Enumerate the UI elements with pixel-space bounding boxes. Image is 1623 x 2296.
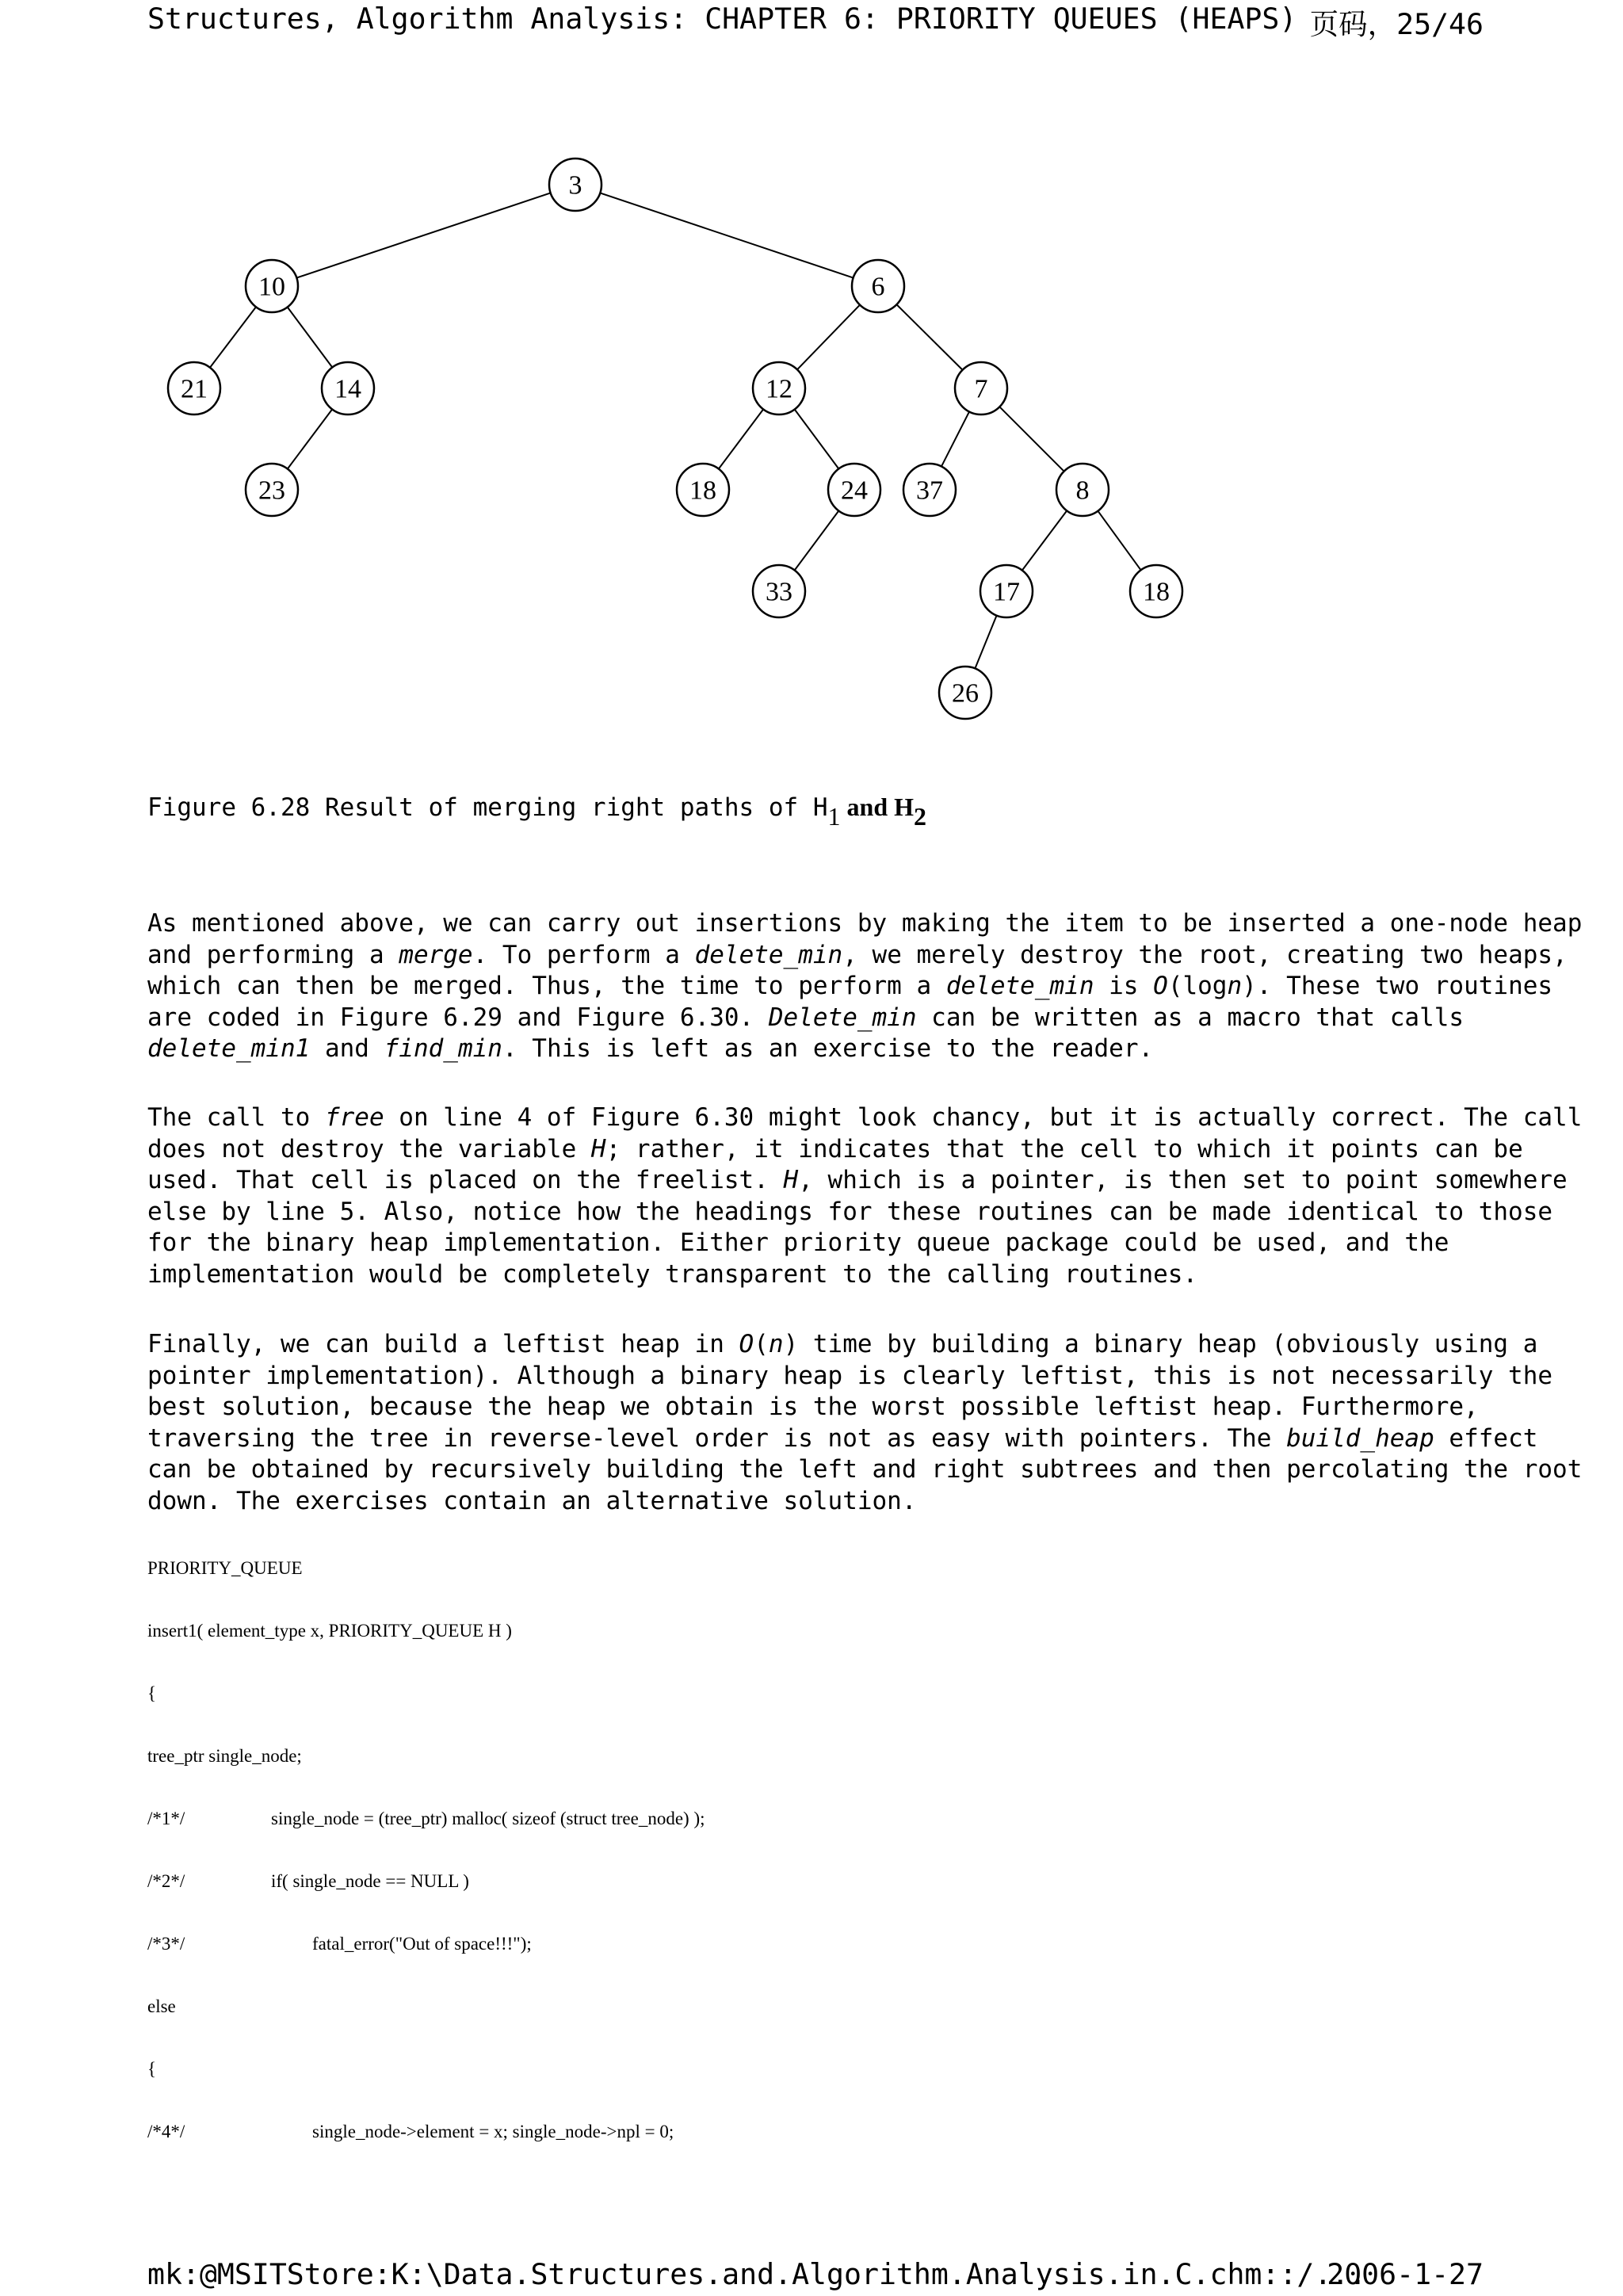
node-label: 37 — [916, 476, 943, 506]
text-run: Finally, we can build a leftist heap in — [147, 1330, 739, 1358]
text-run: can be obtained by recursively building the left and right subtrees and then percolating the root — [147, 1455, 1583, 1484]
tree-edge — [896, 304, 962, 370]
tree-node — [852, 260, 904, 312]
italic-term: H — [783, 1166, 799, 1195]
text-run: (log — [1167, 972, 1228, 1001]
italic-term: O — [1153, 972, 1168, 1001]
tree-node — [246, 260, 298, 312]
text-line — [147, 1329, 1538, 1361]
text-line — [147, 1423, 1538, 1455]
tree-node — [1130, 565, 1182, 617]
node-label: 24 — [841, 476, 868, 506]
node-label: 23 — [258, 476, 285, 506]
text-line — [147, 1259, 1495, 1291]
node-label: 18 — [1143, 577, 1170, 607]
text-run: traversing the tree in reverse-level order is not as easy with pointers. The — [147, 1423, 1287, 1453]
text-run: are coded in Figure 6.29 and Figure 6.30. — [147, 1003, 769, 1032]
tree-node — [168, 362, 220, 415]
node-label: 21 — [181, 374, 208, 404]
italic-term: delete_min — [694, 940, 843, 969]
text-run: on line 4 of Figure 6.30 might look chancy, but it is actually correct. The call — [384, 1103, 1583, 1132]
tree-nodes — [168, 159, 1182, 719]
code-text: fatal_error("Out of space!!!"); — [312, 1934, 532, 1954]
heap-tree-figure — [0, 0, 1623, 761]
text-run: can be written as a macro that calls — [916, 1003, 1465, 1032]
tree-edge — [795, 409, 839, 468]
italic-term: free — [324, 1103, 384, 1132]
text-line — [147, 1392, 1495, 1423]
tree-node — [939, 667, 991, 719]
italic-term: find_min — [384, 1034, 502, 1064]
tree-edge — [975, 616, 996, 669]
code-line — [147, 2059, 156, 2080]
text-line — [147, 1197, 1553, 1228]
node-label: 33 — [766, 577, 792, 607]
code-line — [147, 1746, 302, 1767]
code-text: { — [147, 2059, 157, 2079]
text-run: used. That cell is placed on the freelist. — [147, 1166, 784, 1195]
text-line — [147, 940, 1568, 972]
text-run: ; rather, it indicates that the cell to which it points can be — [605, 1134, 1523, 1163]
tree-node — [828, 464, 880, 516]
node-label: 17 — [993, 577, 1020, 607]
tree-edge — [288, 409, 332, 468]
text-run: for the binary heap implementation. Either priority queue package could be used, and the — [147, 1228, 1449, 1258]
code-text: if( single_node == NULL ) — [271, 1871, 469, 1891]
text-run: pointer implementation). Although a binary heap is clearly leftist, this is not necessarily the — [147, 1361, 1553, 1390]
text-run: and — [310, 1034, 384, 1064]
node-label: 26 — [952, 678, 979, 709]
node-label: 6 — [871, 272, 885, 302]
text-run: does not destroy the variable — [147, 1134, 591, 1163]
text-line — [147, 1165, 1568, 1197]
code-line — [147, 1934, 532, 1954]
code-line — [147, 1558, 303, 1579]
node-label: 14 — [334, 374, 361, 404]
text-line — [147, 1102, 1583, 1134]
tree-node — [980, 565, 1033, 617]
tree-edge — [1098, 511, 1140, 571]
tree-edge — [600, 193, 853, 277]
code-line — [147, 1683, 156, 1704]
text-line — [147, 1134, 1523, 1166]
code-text: insert1( element_type x, PRIORITY_QUEUE H ) — [147, 1621, 512, 1641]
header-title: Structures, Algorithm Analysis: CHAPTER 6: PRIORITY QUEUES (HEAPS) — [147, 2, 1297, 36]
text-run: and performing a — [147, 940, 399, 969]
node-label: 7 — [974, 374, 988, 404]
tree-node — [549, 159, 601, 211]
tree-node — [246, 464, 298, 516]
node-label: 8 — [1075, 476, 1090, 506]
figure-caption — [147, 793, 926, 831]
tree-edge — [797, 305, 860, 370]
header-page-number: 页码，25/46 — [1309, 7, 1484, 41]
code-line-number: /*2*/ — [147, 1871, 185, 1891]
italic-term: Delete_min — [768, 1003, 917, 1032]
tree-edge — [288, 307, 333, 367]
tree-edge — [941, 411, 969, 466]
code-line-number: /*3*/ — [147, 1934, 185, 1954]
tree-node — [677, 464, 729, 516]
text-run: , we merely destroy the root, creating two heaps, — [842, 940, 1568, 969]
italic-term: delete_min1 — [147, 1034, 311, 1064]
italic-term: n — [768, 1330, 784, 1358]
tree-node — [322, 362, 374, 415]
code-line — [147, 1996, 176, 2017]
caption-prefix: Figure 6.28 Result of merging right paths of H — [147, 793, 828, 822]
text-run: down. The exercises contain an alternative solution. — [147, 1486, 917, 1515]
tree-edge — [999, 407, 1064, 471]
code-text: single_node->element = x; single_node->npl = 0; — [312, 2122, 674, 2141]
node-label: 10 — [258, 272, 285, 302]
text-run: , which is a pointer, is then set to point somewhere — [798, 1166, 1568, 1195]
text-run: best solution, because the heap we obtain is the worst possible leftist heap. Furthermore, — [147, 1392, 1479, 1422]
text-line — [147, 1033, 1495, 1065]
code-text: PRIORITY_QUEUE — [147, 1558, 303, 1578]
text-run: ). These two routines — [1242, 972, 1553, 1001]
paragraph-build-heap — [147, 1329, 1583, 1518]
caption-mid: and H — [840, 793, 915, 821]
code-line-number: /*4*/ — [147, 2122, 185, 2141]
page-footer — [0, 2257, 1623, 2295]
text-line — [147, 908, 1583, 940]
paragraph-free-call — [147, 1102, 1583, 1291]
code-text: { — [147, 1683, 157, 1703]
italic-term: merge — [399, 940, 473, 969]
text-run: ( — [754, 1330, 769, 1358]
code-line-number: /*1*/ — [147, 1809, 185, 1828]
text-run: else by line 5. Also, notice how the headings for these routines can be made identical to those — [147, 1197, 1553, 1226]
text-line — [147, 1486, 1495, 1518]
text-run: As mentioned above, we can carry out insertions by making the item to be inserted a one-node heap — [147, 909, 1583, 938]
node-label: 3 — [568, 170, 582, 201]
italic-term: build_heap — [1286, 1423, 1434, 1453]
tree-node — [1056, 464, 1109, 516]
text-line — [147, 971, 1553, 1003]
code-text: else — [147, 1996, 176, 2016]
node-label: 18 — [689, 476, 716, 506]
tree-edge — [296, 193, 550, 277]
code-text: single_node = (tree_ptr) malloc( sizeof (struct tree_node) ); — [271, 1809, 705, 1828]
text-run: implementation would be completely transparent to the calling routines. — [147, 1259, 1198, 1289]
text-run: which can then be merged. Thus, the time to perform a — [147, 972, 946, 1001]
text-run: The call to — [147, 1103, 325, 1132]
caption-subscript-2: 2 — [914, 802, 927, 831]
text-line — [147, 1361, 1553, 1392]
text-run: . This is left as an exercise to the reader. — [502, 1034, 1154, 1064]
footer-source-path: mk:@MSITStore:K:\Data.Structures.and.Algorithm.Analysis.in.C.chm::/... — [147, 2257, 1367, 2291]
italic-term: O — [739, 1330, 754, 1358]
code-line — [147, 1809, 705, 1829]
text-run: is — [1094, 972, 1154, 1001]
text-run: effect — [1434, 1423, 1538, 1453]
code-text: tree_ptr single_node; — [147, 1746, 302, 1766]
italic-term: delete_min — [945, 972, 1094, 1001]
tree-node — [753, 362, 805, 415]
node-label: 12 — [766, 374, 792, 404]
text-run: ) time by building a binary heap (obviously using a — [783, 1330, 1538, 1358]
footer-date: 2006-1-27 — [1327, 2257, 1484, 2291]
tree-node — [955, 362, 1007, 415]
tree-edge — [795, 510, 839, 570]
code-line — [147, 1871, 469, 1892]
italic-term: H — [590, 1134, 606, 1163]
caption-subscript-1: 1 — [827, 802, 841, 831]
tree-edge — [719, 409, 763, 468]
code-line — [147, 1621, 512, 1641]
tree-edge — [210, 307, 256, 367]
italic-term: n — [1227, 972, 1243, 1001]
tree-edge — [1022, 510, 1067, 570]
code-line — [147, 2122, 674, 2142]
text-line — [147, 1454, 1583, 1486]
text-line — [147, 1003, 1495, 1034]
text-run: . To perform a — [472, 940, 695, 969]
tree-node — [903, 464, 956, 516]
text-line — [147, 1228, 1495, 1259]
tree-node — [753, 565, 805, 617]
paragraph-insertions — [147, 908, 1583, 1065]
